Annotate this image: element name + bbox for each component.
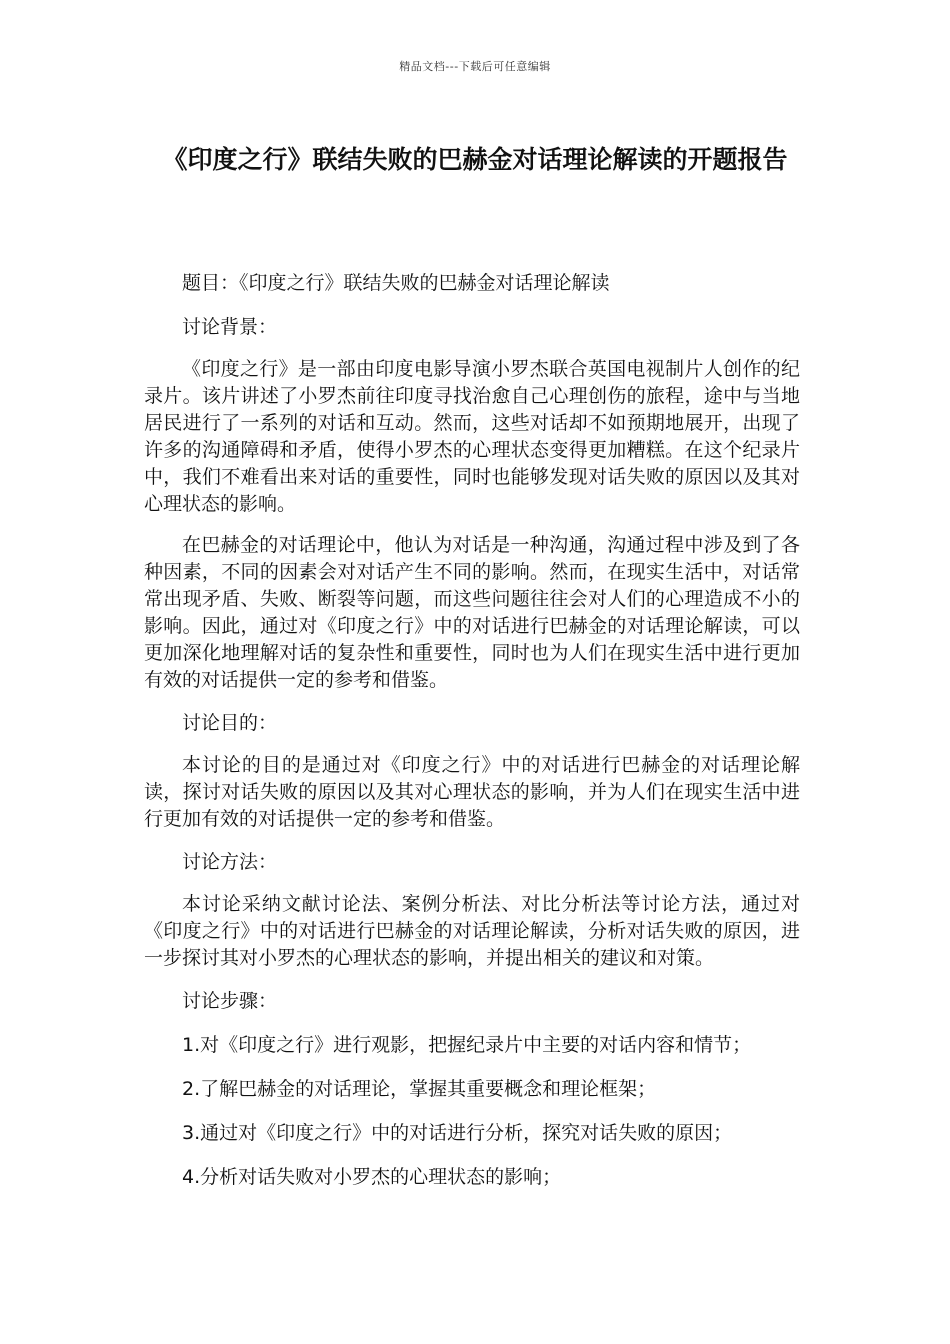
step-item: 3.通过对《印度之行》中的对话进行分析，探究对话失败的原因； [182,1122,733,1144]
method-heading: 讨论方法： [182,851,278,873]
steps-heading: 讨论步骤： [182,990,278,1012]
step-item: 1.对《印度之行》进行观影，把握纪录片中主要的对话内容和情节； [182,1034,752,1056]
step-item: 2.了解巴赫金的对话理论，掌握其重要概念和理论框架； [182,1078,657,1100]
background-paragraph: 在巴赫金的对话理论中，他认为对话是一种沟通，沟通过程中涉及到了各种因素，不同的因素会对对话产生不同的影响。然而，在现实生活中，对话常常出现矛盾、失败、断裂等问题，而这些问题往往会对人们的心理造成不小的影响。因此，通过对《印度之行》中的对话进行巴赫金的对话理论解读，可以更加深化地理解对话的复杂性和重要性，同时也为人们在现实生活中进行更加有效的对话提供一定的参考和借鉴。 [144,534,800,691]
header-note: 精品文档---下载后可任意编辑 [399,60,551,73]
purpose-heading: 讨论目的： [182,712,278,734]
document-title: 《印度之行》联结失败的巴赫金对话理论解读的开题报告 [162,145,788,174]
step-item: 4.分析对话失败对小罗杰的心理状态的影响； [182,1166,562,1188]
background-paragraph: 《印度之行》是一部由印度电影导演小罗杰联合英国电视制片人创作的纪录片。该片讲述了小罗杰前往印度寻找治愈自己心理创伤的旅程，途中与当地居民进行了一系列的对话和互动。然而，这些对话却不如预期地展开，出现了许多的沟通障碍和矛盾，使得小罗杰的心理状态变得更加糟糕。在这个纪录片中，我们不难看出来对话的重要性，同时也能够发现对话失败的原因以及其对心理状态的影响。 [144,358,800,515]
document-body [144,268,800,1192]
background-heading: 讨论背景： [182,316,278,338]
method-paragraph: 本讨论采纳文献讨论法、案例分析法、对比分析法等讨论方法，通过对《印度之行》中的对话进行巴赫金的对话理论解读，分析对话失败的原因，进一步探讨其对小罗杰的心理状态的影响，并提出相关的建议和对策。 [144,893,800,969]
purpose-paragraph: 本讨论的目的是通过对《印度之行》中的对话进行巴赫金的对话理论解读，探讨对话失败的原因以及其对心理状态的影响，并为人们在现实生活中进行更加有效的对话提供一定的参考和借鉴。 [144,754,800,830]
topic-line: 题目：《印度之行》联结失败的巴赫金对话理论解读 [182,272,610,294]
